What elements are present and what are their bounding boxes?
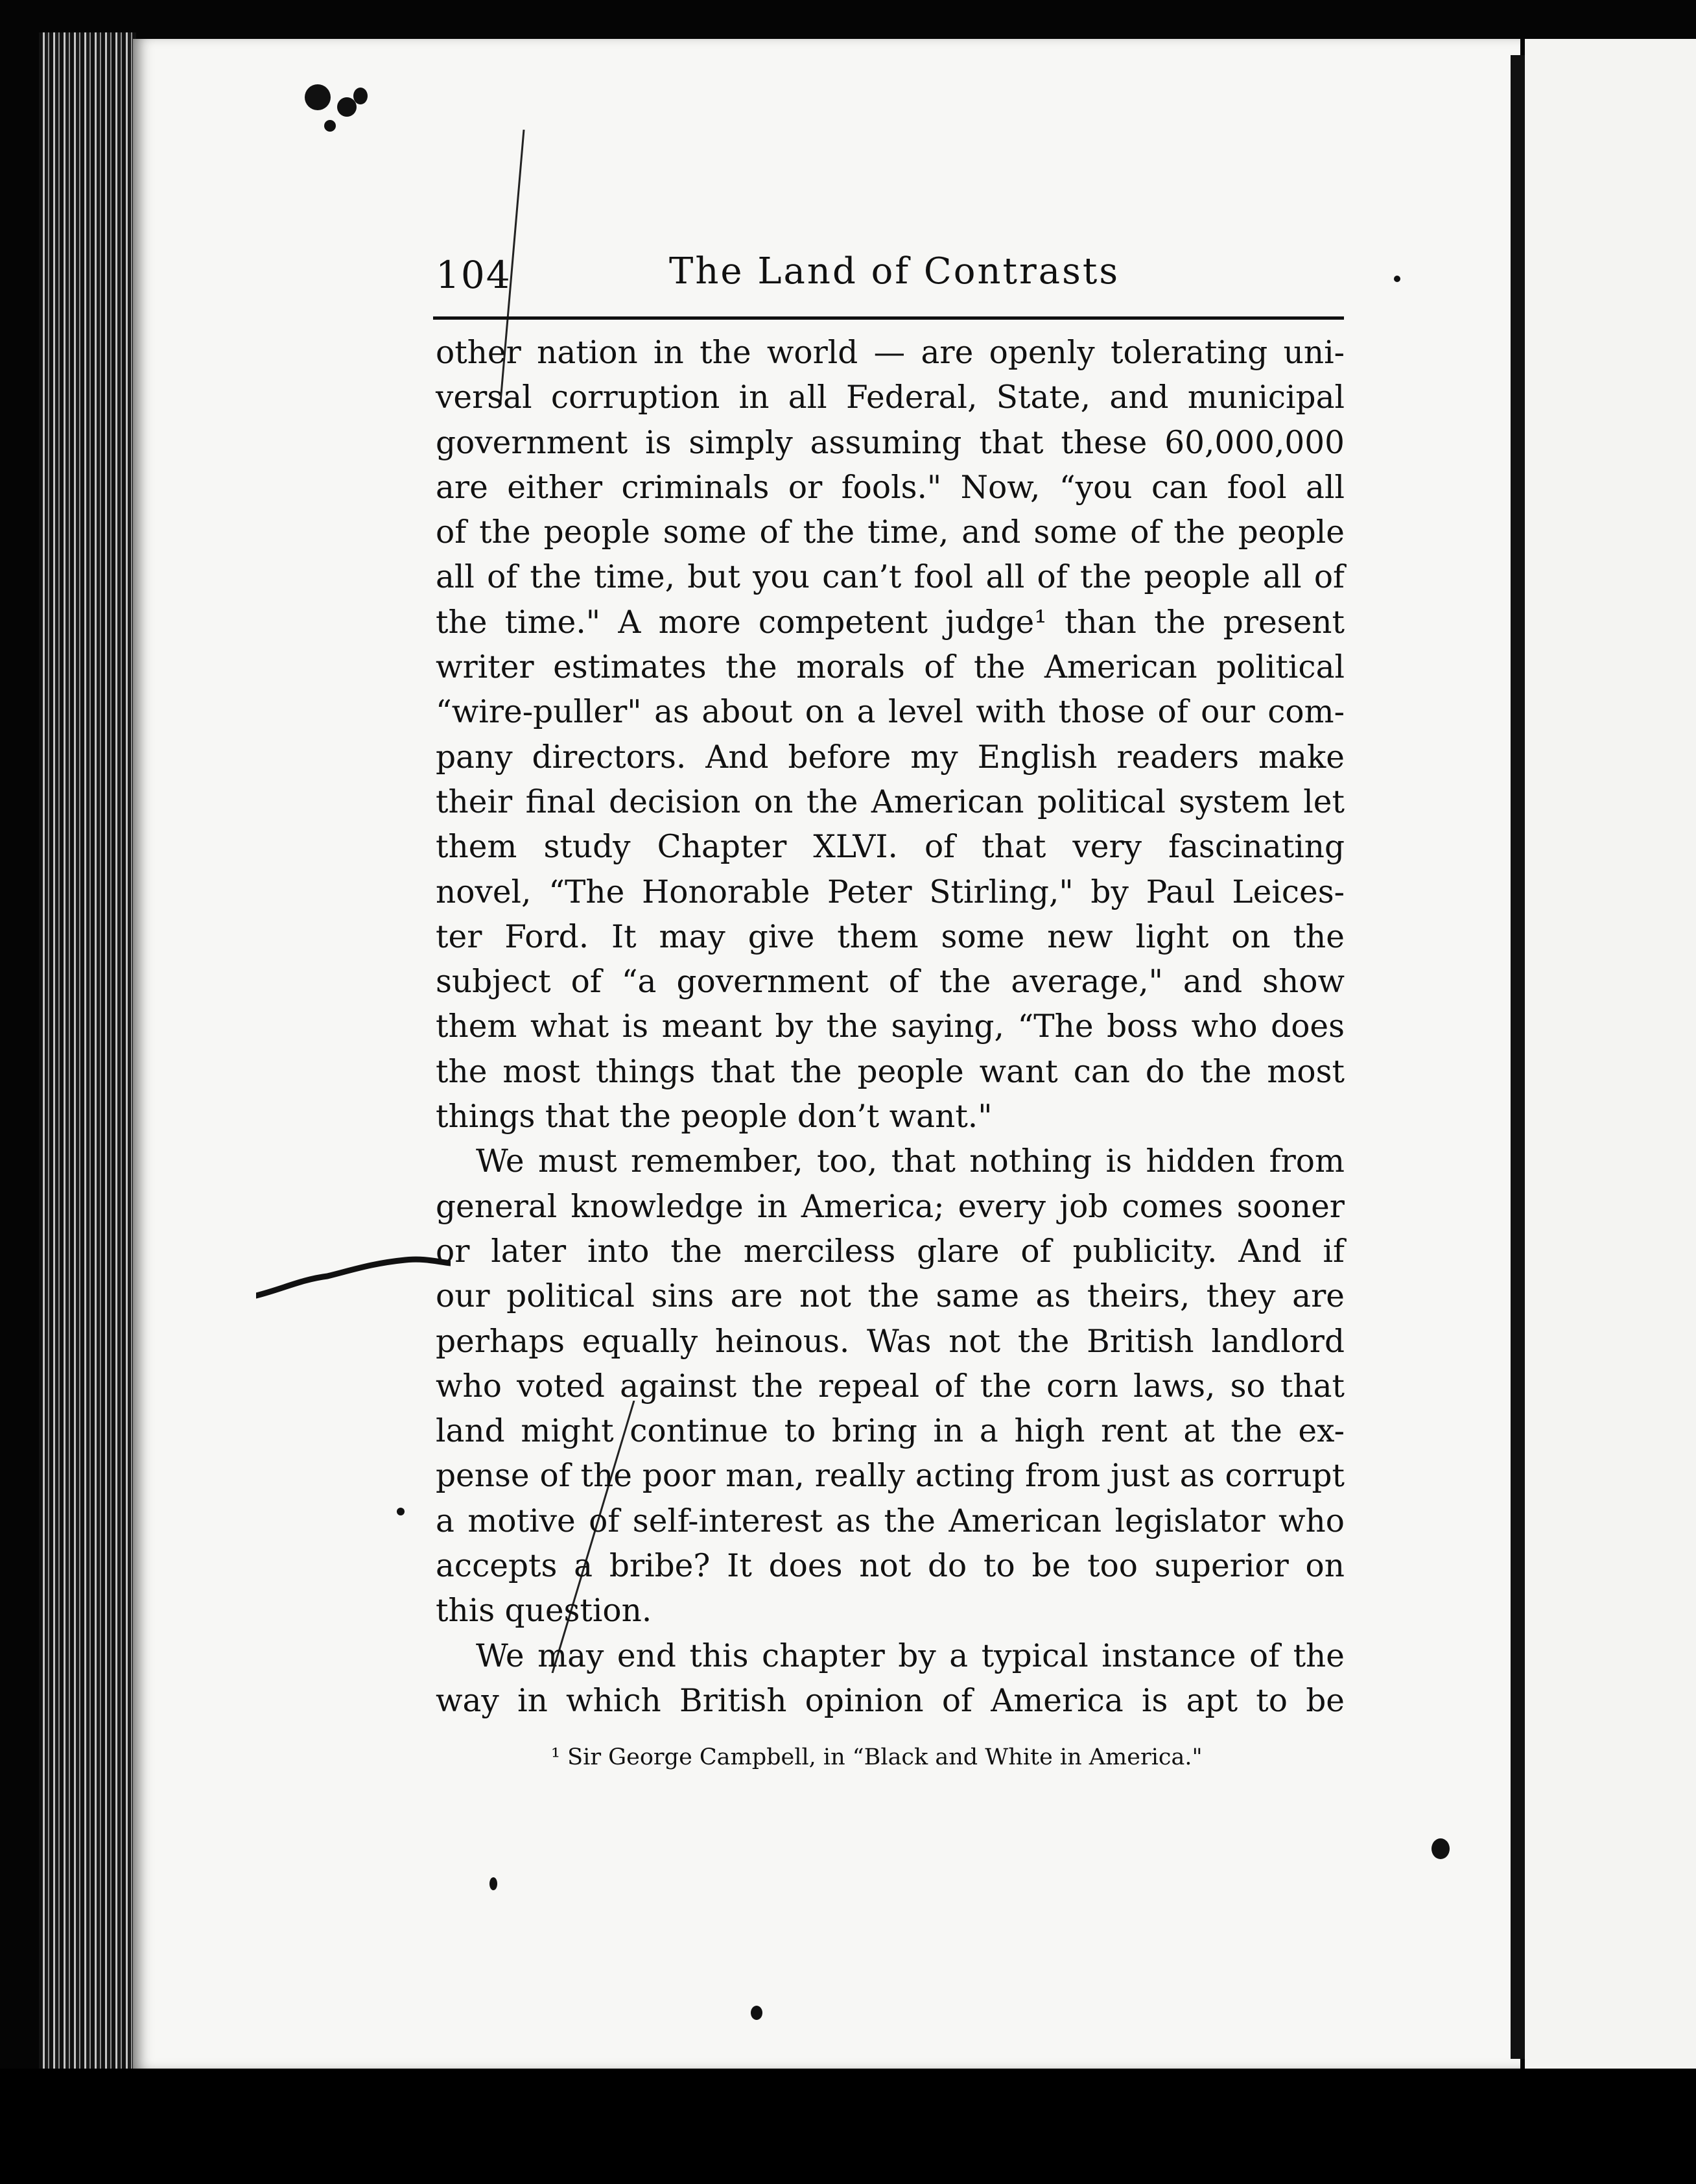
- footnote: ¹ Sir George Campbell, in “Black and White in America.": [551, 1744, 1203, 1770]
- page-gutter-edge: [1511, 55, 1525, 2059]
- text-line: our political sins are not the same as theirs, they are: [436, 1278, 1345, 1315]
- text-line: “wire-puller" as about on a level with those of our com-: [436, 694, 1345, 731]
- text-line: the most things that the people want can do the most: [436, 1053, 1345, 1090]
- text-line: We must remember, too, that nothing is hidden from: [476, 1143, 1345, 1180]
- text-line: them what is meant by the saying, “The boss who does: [436, 1008, 1345, 1045]
- running-head: [436, 241, 1343, 306]
- text-line: things that the people don’t want.": [436, 1098, 993, 1135]
- ink-blot: [751, 2006, 762, 2020]
- text-line: of the people some of the time, and some of the people: [436, 514, 1345, 551]
- header-rule: [433, 316, 1344, 320]
- ink-blot: [305, 84, 331, 110]
- text-line: them study Chapter XLVI. of that very fascinating: [436, 829, 1345, 866]
- text-line: other nation in the world — are openly tolerating uni-: [436, 335, 1345, 371]
- body-text: [436, 331, 1345, 1724]
- book-edge: [39, 32, 136, 2075]
- text-line: pense of the poor man, really acting from just as corrupt: [436, 1458, 1345, 1495]
- ink-blot: [324, 120, 336, 132]
- text-line: general knowledge in America; every job comes sooner: [436, 1188, 1345, 1225]
- ink-blot: [489, 1877, 497, 1890]
- text-line: government is simply assuming that these 60,000,000: [436, 424, 1345, 461]
- text-line: novel, “The Honorable Peter Stirling," by Paul Leices-: [436, 873, 1345, 910]
- text-line: are either criminals or fools." Now, “you can fool all: [436, 469, 1345, 506]
- text-line: perhaps equally heinous. Was not the British landlord: [436, 1323, 1345, 1360]
- page-number: 104: [436, 253, 512, 297]
- text-line: land might continue to bring in a high rent at the ex-: [436, 1413, 1345, 1450]
- text-line: accepts a bribe? It does not do to be too superior on: [436, 1548, 1345, 1585]
- text-line: writer estimates the morals of the American political: [436, 649, 1345, 686]
- scan-bottom-border: [0, 2069, 1696, 2184]
- text-line: way in which British opinion of America is apt to be: [436, 1682, 1345, 1719]
- text-line: who voted against the repeal of the corn laws, so that: [436, 1368, 1345, 1405]
- ink-blot: [1431, 1838, 1450, 1859]
- running-head-title: The Land of Contrasts: [669, 250, 1120, 292]
- margin-pen-mark: [256, 1244, 451, 1315]
- text-line: pany directors. And before my English readers make: [436, 739, 1345, 776]
- text-line: ter Ford. It may give them some new light on the: [436, 918, 1345, 955]
- text-line: or later into the merciless glare of publicity. And if: [436, 1233, 1345, 1270]
- right-margin-paper: [1525, 39, 1696, 2082]
- text-line: subject of “a government of the average," and show: [436, 964, 1345, 1001]
- text-line: We may end this chapter by a typical instance of the: [476, 1637, 1345, 1674]
- text-line: a motive of self-interest as the American legislator who: [436, 1502, 1345, 1539]
- text-line: the time." A more competent judge¹ than the present: [436, 604, 1345, 641]
- text-line: this question.: [436, 1593, 652, 1630]
- ink-blot: [1394, 276, 1400, 282]
- ink-blot: [397, 1508, 405, 1515]
- text-line: versal corruption in all Federal, State, and municipal: [436, 379, 1345, 416]
- text-line: their final decision on the American political system let: [436, 783, 1345, 820]
- text-line: all of the time, but you can’t fool all of the people all of: [436, 559, 1345, 596]
- ink-blot: [353, 88, 368, 104]
